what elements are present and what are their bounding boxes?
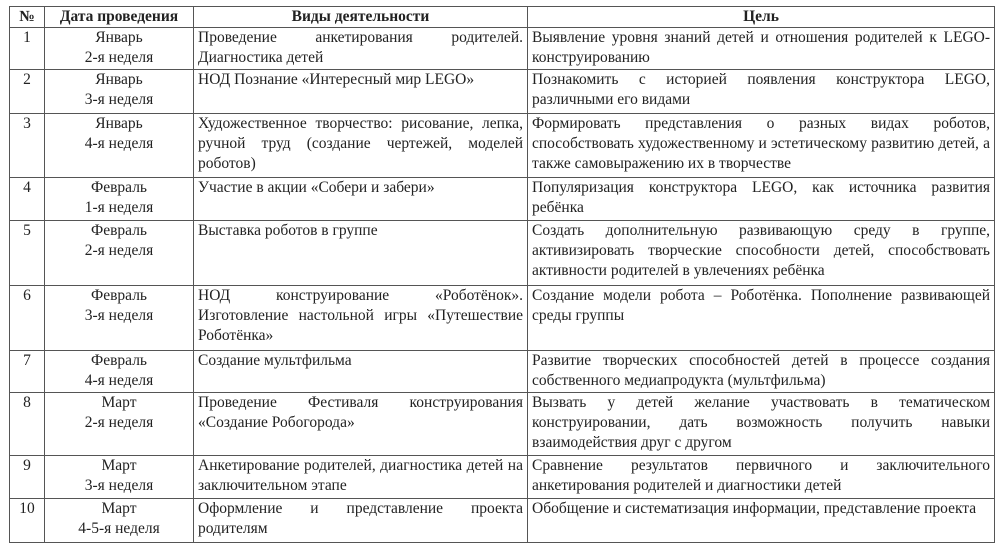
header-activity: Виды деятельности — [194, 7, 528, 28]
row-number: 1 — [10, 28, 45, 70]
row-month: Январь — [95, 71, 143, 88]
row-activity: НОД конструирование «Роботёнок». Изготовление настольной игры «Путешествие Роботёнка» — [194, 286, 528, 351]
row-activity: Анкетирование родителей, диагностика детей на заключительном этапе — [194, 456, 528, 499]
row-week: 4-я неделя — [84, 135, 154, 152]
row-activity: Художественное творчество: рисование, лепка, ручной труд (создание чертежей, моделей роботов) — [194, 114, 528, 178]
row-week: 3-я неделя — [84, 477, 154, 494]
table-row — [10, 178, 995, 221]
table-row — [10, 286, 995, 351]
table-row — [10, 456, 995, 499]
row-number: 9 — [10, 456, 45, 499]
row-date — [45, 286, 194, 351]
row-goal: Формировать представления о разных видах роботов, способствовать художественному и эстетическому развитию детей, а также самовыражению их в творчестве — [528, 114, 995, 178]
table-row — [10, 221, 995, 286]
row-week: 4-я неделя — [84, 372, 154, 389]
row-goal: Обобщение и систематизация информации, представление проекта — [528, 499, 995, 543]
row-month: Март — [101, 394, 137, 411]
row-number: 7 — [10, 351, 45, 393]
row-date — [45, 221, 194, 286]
row-activity: Проведение Фестиваля конструирования «Создание Робогорода» — [194, 393, 528, 456]
row-month: Февраль — [90, 352, 147, 369]
row-activity: НОД Познание «Интересный мир LEGO» — [194, 70, 528, 114]
header-num: № — [10, 7, 45, 28]
row-goal: Популяризация конструктора LEGO, как источника развития ребёнка — [528, 178, 995, 221]
row-activity: Участие в акции «Собери и забери» — [194, 178, 528, 221]
row-date — [45, 351, 194, 393]
table-row — [10, 393, 995, 456]
table-row — [10, 70, 995, 114]
row-date — [45, 28, 194, 70]
table-row — [10, 114, 995, 178]
row-date — [45, 499, 194, 543]
row-date — [45, 178, 194, 221]
table-row — [10, 351, 995, 393]
header-goal: Цель — [528, 7, 995, 28]
row-number: 4 — [10, 178, 45, 221]
row-number: 2 — [10, 70, 45, 114]
row-week: 4-5-я неделя — [78, 520, 160, 537]
row-number: 5 — [10, 221, 45, 286]
row-activity: Проведение анкетирования родителей. Диагностика детей — [194, 28, 528, 70]
row-goal: Создание модели робота – Роботёнка. Пополнение развивающей среды группы — [528, 286, 995, 351]
activity-plan-table — [9, 6, 995, 543]
row-activity: Создание мультфильма — [194, 351, 528, 393]
row-activity: Оформление и представление проекта родителям — [194, 499, 528, 543]
row-month: Март — [101, 500, 137, 517]
row-week: 3-я неделя — [84, 91, 154, 108]
row-number: 8 — [10, 393, 45, 456]
row-month: Февраль — [90, 287, 147, 304]
row-date — [45, 393, 194, 456]
table-row — [10, 499, 995, 543]
row-month: Март — [101, 457, 137, 474]
row-month: Январь — [95, 115, 143, 132]
row-goal: Вызвать у детей желание участвовать в тематическом конструировании, дать возможность получить навыки взаимодействия друг с другом — [528, 393, 995, 456]
row-month: Январь — [95, 29, 143, 46]
row-week: 2-я неделя — [84, 49, 154, 66]
row-date — [45, 70, 194, 114]
row-month: Февраль — [90, 179, 147, 196]
row-date — [45, 456, 194, 499]
row-goal: Сравнение результатов первичного и заключительного анкетирования родителей и диагностики детей — [528, 456, 995, 499]
row-number: 10 — [10, 499, 45, 543]
table-header-row — [10, 7, 995, 28]
row-week: 1-я неделя — [84, 199, 154, 216]
row-goal: Познакомить с историей появления конструктора LEGO, различными его видами — [528, 70, 995, 114]
row-number: 6 — [10, 286, 45, 351]
row-number: 3 — [10, 114, 45, 178]
row-goal: Создать дополнительную развивающую среду в группе, активизировать творческие способности детей, способствовать активности родителей в увлечениях ребёнка — [528, 221, 995, 286]
table-row — [10, 28, 995, 70]
row-week: 3-я неделя — [84, 307, 154, 324]
row-activity: Выставка роботов в группе — [194, 221, 528, 286]
row-week: 2-я неделя — [84, 242, 154, 259]
row-date — [45, 114, 194, 178]
row-goal: Выявление уровня знаний детей и отношения родителей к LEGO-конструированию — [528, 28, 995, 70]
row-month: Февраль — [90, 222, 147, 239]
row-week: 2-я неделя — [84, 414, 154, 431]
row-goal: Развитие творческих способностей детей в процессе создания собственного медиапродукта (мультфильма) — [528, 351, 995, 393]
header-date: Дата проведения — [45, 7, 194, 28]
